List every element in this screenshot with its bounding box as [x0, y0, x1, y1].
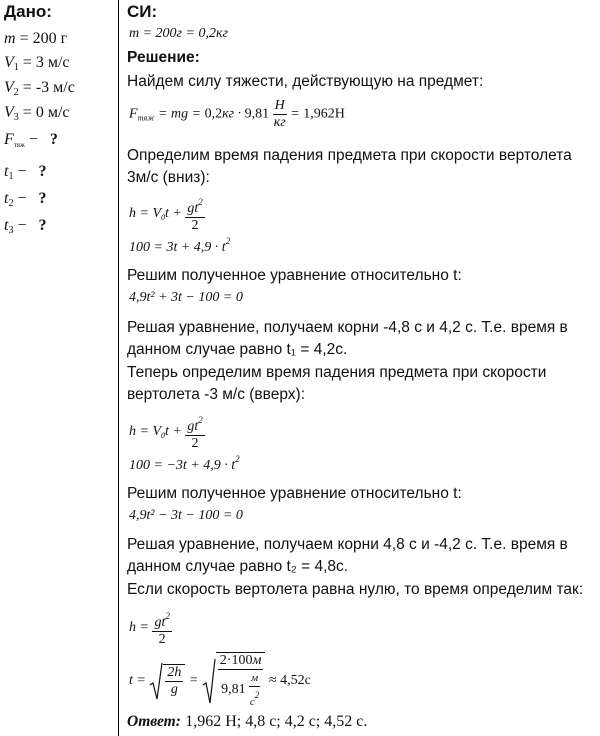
given-f-question: ?	[49, 131, 58, 148]
equation-4: 4,9t² − 3t − 100 = 0	[129, 508, 243, 523]
given-t3-question: ?	[38, 217, 47, 234]
given-f-unknown: $F_{тяж}$ − ?	[4, 131, 58, 149]
equation-3-text: 100 = −3t + 4,9 · t	[129, 458, 236, 473]
column-divider	[118, 0, 119, 736]
given-t2-question: ?	[38, 190, 47, 207]
time-result: ≈ 4,52c	[268, 673, 311, 689]
answer-text: 1,962 Н; 4,8 с; 4,2 с; 4,52 с.	[185, 713, 368, 730]
given-mass: m = 200 г	[4, 30, 68, 47]
height-formula-3: h = $\frac{gt^2}{2}$	[129, 608, 172, 648]
equation-1-text: 100 = 3t + 4,9 · t	[129, 240, 226, 255]
given-mass-value: 200 г	[32, 30, 68, 47]
si-header: СИ:	[127, 2, 158, 21]
given-t1-unknown: $t_1$ − ?	[4, 163, 47, 182]
solution-header: Решение:	[127, 49, 200, 66]
solution-p1: Найдем силу тяжести, действующую на предмет:	[127, 73, 484, 90]
given-v2-value: -3 м/с	[35, 79, 75, 96]
solution-p7a: Решая уравнение, получаем корни 4,8 с и -4,2 с. Т.е. время в	[127, 536, 568, 553]
given-t1-question: ?	[38, 163, 47, 180]
answer-line	[127, 712, 367, 731]
height-formula-1: $h = V_0t$ + $\frac{gt^2}{2}$	[129, 194, 205, 234]
given-t3-unknown: $t_3$ − ?	[4, 217, 47, 236]
solution-p4b: данном случае равно t₁ = 4,2с.	[127, 341, 348, 358]
solution-p2a: Определим время падения предмета при скорости вертолета	[127, 147, 572, 164]
given-v1-value: 3 м/с	[35, 54, 70, 71]
solution-p3: Решим полученное уравнение относительно t:	[127, 267, 462, 284]
solution-p7b: данном случае равно t₂ = 4,8с.	[127, 558, 349, 575]
solution-p8: Если скорость вертолета равна нулю, то время определим так:	[127, 581, 584, 598]
si-conversion: m = 200г = 0,2кг	[129, 26, 228, 41]
given-t2-unknown: $t_2$ − ?	[4, 190, 47, 209]
given-v2: $V_2 = -3$ м/с	[4, 79, 75, 98]
given-column	[0, 0, 118, 736]
given-header: Дано:	[4, 2, 52, 21]
equation-2: 4,9t² + 3t − 100 = 0	[129, 290, 243, 305]
given-v1: $V_1 = 3$ м/с	[4, 54, 70, 73]
solution-p4a: Решая уравнение, получаем корни -4,8 с и 4,2 с. Т.е. время в	[127, 319, 568, 336]
answer-label: Ответ:	[127, 713, 181, 730]
given-v3: $V_3 = 0$ м/с	[4, 104, 70, 123]
time-formula: t = $\frac{2h}{g}$ = 2·100м 9,81 $\frac{м}{с^2}$ ≈ 4,52c	[129, 653, 311, 708]
sqrt-sign-icon	[149, 661, 163, 701]
solution-p2b: 3м/с (вниз):	[127, 169, 210, 186]
height-formula-2: $h = V_0t$ + $\frac{gt^2}{2}$	[129, 412, 205, 452]
equation-3: $100 = -3t + 4,9 \cdot t^2$	[129, 454, 240, 473]
force-formula: $F_{тяж}$ = mg = 0,2кг · 9,81 $\frac{H}{кг}$ = 1,962H	[129, 98, 345, 130]
sqrt-sign-icon	[202, 657, 216, 705]
equation-1: $100 = 3t + 4,9 \cdot t^2$	[129, 236, 231, 255]
force-result: 1,962H	[303, 106, 345, 122]
solution-p5a: Теперь определим время падения предмета при скорости	[127, 364, 547, 381]
solution-p5b: вертолета -3 м/с (вверх):	[127, 386, 306, 403]
solution-column	[127, 0, 597, 736]
given-v3-value: 0 м/с	[35, 104, 70, 121]
solution-p6: Решим полученное уравнение относительно t:	[127, 485, 462, 502]
